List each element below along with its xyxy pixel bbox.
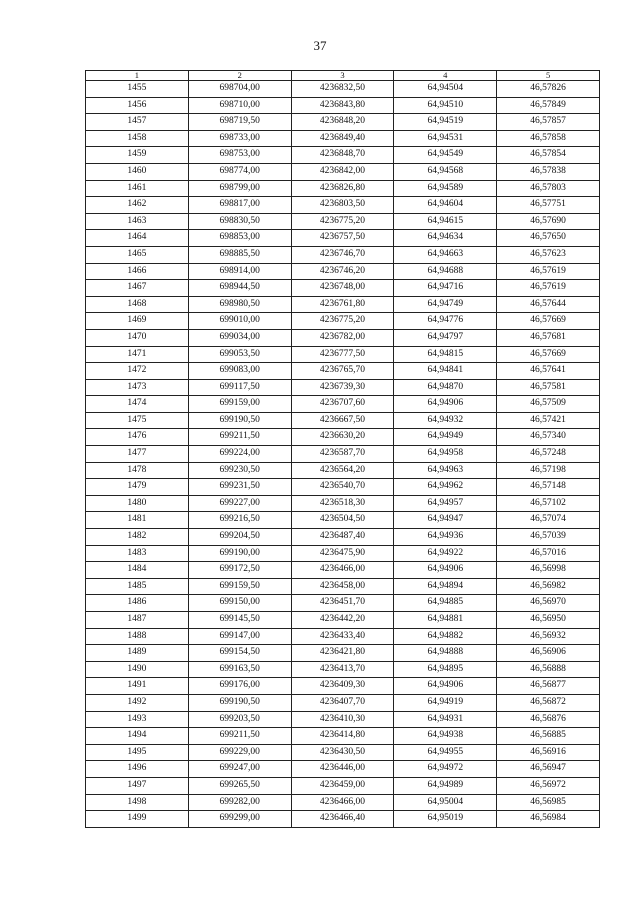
table-row bbox=[86, 595, 600, 612]
table-cell-col-5: 46,57581 bbox=[497, 379, 600, 396]
table-cell-col-5: 46,57198 bbox=[497, 462, 600, 479]
header-col-5: 5 bbox=[497, 71, 600, 81]
table-cell-col-5: 46,56916 bbox=[497, 744, 600, 761]
table-row bbox=[86, 678, 600, 695]
table-cell-col-4: 64,94776 bbox=[394, 313, 497, 330]
table-cell-col-2: 698885,50 bbox=[188, 246, 291, 263]
page-number: 37 bbox=[313, 38, 327, 53]
table-cell-col-3: 4236451,70 bbox=[291, 595, 394, 612]
table-cell-col-5: 46,56950 bbox=[497, 612, 600, 629]
table-cell-col-1: 1498 bbox=[86, 794, 189, 811]
table-cell-col-5: 46,57854 bbox=[497, 147, 600, 164]
table-cell-col-2: 698733,00 bbox=[188, 130, 291, 147]
table-cell-col-4: 64,94615 bbox=[394, 213, 497, 230]
table-row bbox=[86, 479, 600, 496]
table-cell-col-1: 1466 bbox=[86, 263, 189, 280]
table-cell-col-2: 699147,00 bbox=[188, 628, 291, 645]
table-cell-col-3: 4236458,00 bbox=[291, 578, 394, 595]
table-cell-col-1: 1463 bbox=[86, 213, 189, 230]
table-cell-col-2: 699172,50 bbox=[188, 562, 291, 579]
table-cell-col-4: 64,94531 bbox=[394, 130, 497, 147]
table-cell-col-5: 46,57641 bbox=[497, 363, 600, 380]
table-cell-col-1: 1460 bbox=[86, 163, 189, 180]
table-cell-col-3: 4236842,00 bbox=[291, 163, 394, 180]
header-col-4: 4 bbox=[394, 71, 497, 81]
table-cell-col-1: 1478 bbox=[86, 462, 189, 479]
table-cell-col-2: 698914,00 bbox=[188, 263, 291, 280]
table-row bbox=[86, 396, 600, 413]
table-cell-col-3: 4236413,70 bbox=[291, 661, 394, 678]
table-cell-col-5: 46,57857 bbox=[497, 114, 600, 131]
table-cell-col-3: 4236518,30 bbox=[291, 495, 394, 512]
table-cell-col-3: 4236421,80 bbox=[291, 645, 394, 662]
table-cell-col-3: 4236667,50 bbox=[291, 412, 394, 429]
table-cell-col-3: 4236442,20 bbox=[291, 612, 394, 629]
table-row bbox=[86, 811, 600, 828]
table-cell-col-3: 4236849,40 bbox=[291, 130, 394, 147]
table-cell-col-2: 699190,00 bbox=[188, 545, 291, 562]
table-row bbox=[86, 246, 600, 263]
table-cell-col-4: 64,95019 bbox=[394, 811, 497, 828]
table-cell-col-2: 698980,50 bbox=[188, 296, 291, 313]
table-cell-col-2: 699034,00 bbox=[188, 329, 291, 346]
table-cell-col-4: 64,94504 bbox=[394, 81, 497, 98]
table-cell-col-2: 699053,50 bbox=[188, 346, 291, 363]
table-cell-col-4: 64,94604 bbox=[394, 197, 497, 214]
table-cell-col-1: 1456 bbox=[86, 97, 189, 114]
table-cell-col-5: 46,56998 bbox=[497, 562, 600, 579]
table-cell-col-1: 1499 bbox=[86, 811, 189, 828]
table-cell-col-2: 699145,50 bbox=[188, 612, 291, 629]
table-cell-col-4: 64,94749 bbox=[394, 296, 497, 313]
table-row bbox=[86, 645, 600, 662]
table-cell-col-3: 4236761,80 bbox=[291, 296, 394, 313]
coordinates-table bbox=[85, 70, 600, 828]
table-cell-col-1: 1477 bbox=[86, 446, 189, 463]
table-cell-col-4: 64,94888 bbox=[394, 645, 497, 662]
table-cell-col-4: 64,94947 bbox=[394, 512, 497, 529]
table-cell-col-4: 64,94881 bbox=[394, 612, 497, 629]
table-cell-col-3: 4236826,80 bbox=[291, 180, 394, 197]
table-cell-col-2: 699231,50 bbox=[188, 479, 291, 496]
table-row bbox=[86, 313, 600, 330]
table-cell-col-3: 4236630,20 bbox=[291, 429, 394, 446]
table-cell-col-2: 698753,00 bbox=[188, 147, 291, 164]
table-cell-col-2: 699159,00 bbox=[188, 396, 291, 413]
table-cell-col-5: 46,57826 bbox=[497, 81, 600, 98]
table-row bbox=[86, 429, 600, 446]
table-row bbox=[86, 711, 600, 728]
table-row bbox=[86, 728, 600, 745]
table-cell-col-1: 1492 bbox=[86, 694, 189, 711]
table-cell-col-5: 46,57509 bbox=[497, 396, 600, 413]
table-cell-col-3: 4236409,30 bbox=[291, 678, 394, 695]
table-row bbox=[86, 213, 600, 230]
table-cell-col-5: 46,57690 bbox=[497, 213, 600, 230]
table-cell-col-3: 4236775,20 bbox=[291, 313, 394, 330]
table-cell-col-3: 4236540,70 bbox=[291, 479, 394, 496]
table-cell-col-5: 46,57838 bbox=[497, 163, 600, 180]
table-cell-col-4: 64,94957 bbox=[394, 495, 497, 512]
table-row bbox=[86, 130, 600, 147]
table-cell-col-3: 4236848,20 bbox=[291, 114, 394, 131]
table-row bbox=[86, 744, 600, 761]
table-cell-col-5: 46,57248 bbox=[497, 446, 600, 463]
table-cell-col-1: 1484 bbox=[86, 562, 189, 579]
table-cell-col-5: 46,57619 bbox=[497, 263, 600, 280]
table-cell-col-2: 699282,00 bbox=[188, 794, 291, 811]
table-cell-col-4: 64,94989 bbox=[394, 777, 497, 794]
table-cell-col-2: 699176,00 bbox=[188, 678, 291, 695]
table-cell-col-2: 699299,00 bbox=[188, 811, 291, 828]
table-cell-col-3: 4236848,70 bbox=[291, 147, 394, 164]
table-cell-col-4: 64,94797 bbox=[394, 329, 497, 346]
table-cell-col-2: 699159,50 bbox=[188, 578, 291, 595]
header-col-3: 3 bbox=[291, 71, 394, 81]
table-row bbox=[86, 412, 600, 429]
table-cell-col-5: 46,57039 bbox=[497, 529, 600, 546]
table-cell-col-3: 4236504,50 bbox=[291, 512, 394, 529]
table-cell-col-1: 1474 bbox=[86, 396, 189, 413]
table-cell-col-2: 699224,00 bbox=[188, 446, 291, 463]
table-row bbox=[86, 379, 600, 396]
table-cell-col-2: 698719,50 bbox=[188, 114, 291, 131]
table-cell-col-5: 46,57650 bbox=[497, 230, 600, 247]
table-cell-col-2: 699154,50 bbox=[188, 645, 291, 662]
table-cell-col-4: 64,94885 bbox=[394, 595, 497, 612]
table-cell-col-3: 4236746,20 bbox=[291, 263, 394, 280]
table-cell-col-4: 64,94519 bbox=[394, 114, 497, 131]
table-row bbox=[86, 562, 600, 579]
table-cell-col-2: 699216,50 bbox=[188, 512, 291, 529]
table-cell-col-3: 4236414,80 bbox=[291, 728, 394, 745]
table-cell-col-3: 4236746,70 bbox=[291, 246, 394, 263]
table-row bbox=[86, 180, 600, 197]
table-cell-col-3: 4236475,90 bbox=[291, 545, 394, 562]
table-cell-col-2: 699190,50 bbox=[188, 694, 291, 711]
table-cell-col-1: 1496 bbox=[86, 761, 189, 778]
table-cell-col-1: 1487 bbox=[86, 612, 189, 629]
table-cell-col-4: 64,94936 bbox=[394, 529, 497, 546]
table-cell-col-3: 4236407,70 bbox=[291, 694, 394, 711]
table-cell-col-5: 46,56932 bbox=[497, 628, 600, 645]
header-col-1: 1 bbox=[86, 71, 189, 81]
table-cell-col-1: 1464 bbox=[86, 230, 189, 247]
table-cell-col-5: 46,57619 bbox=[497, 280, 600, 297]
table-cell-col-1: 1488 bbox=[86, 628, 189, 645]
table-cell-col-3: 4236757,50 bbox=[291, 230, 394, 247]
table-cell-col-2: 699230,50 bbox=[188, 462, 291, 479]
table-cell-col-4: 64,94922 bbox=[394, 545, 497, 562]
table-row bbox=[86, 777, 600, 794]
table-cell-col-3: 4236459,00 bbox=[291, 777, 394, 794]
table-cell-col-4: 64,94882 bbox=[394, 628, 497, 645]
table-cell-col-5: 46,57102 bbox=[497, 495, 600, 512]
table-cell-col-5: 46,56985 bbox=[497, 794, 600, 811]
table-cell-col-3: 4236832,50 bbox=[291, 81, 394, 98]
table-cell-col-4: 64,94510 bbox=[394, 97, 497, 114]
table-cell-col-3: 4236487,40 bbox=[291, 529, 394, 546]
table-row bbox=[86, 363, 600, 380]
table-cell-col-4: 64,94549 bbox=[394, 147, 497, 164]
table-cell-col-1: 1490 bbox=[86, 661, 189, 678]
table-row bbox=[86, 794, 600, 811]
table-cell-col-5: 46,56970 bbox=[497, 595, 600, 612]
table-cell-col-5: 46,57751 bbox=[497, 197, 600, 214]
table-cell-col-5: 46,56906 bbox=[497, 645, 600, 662]
table-row bbox=[86, 661, 600, 678]
table-cell-col-4: 64,94919 bbox=[394, 694, 497, 711]
table-cell-col-1: 1468 bbox=[86, 296, 189, 313]
table-row bbox=[86, 578, 600, 595]
table-cell-col-1: 1472 bbox=[86, 363, 189, 380]
table-row bbox=[86, 462, 600, 479]
table-cell-col-2: 698853,00 bbox=[188, 230, 291, 247]
table-cell-col-2: 699117,50 bbox=[188, 379, 291, 396]
table-row bbox=[86, 263, 600, 280]
table-row bbox=[86, 446, 600, 463]
table-cell-col-1: 1467 bbox=[86, 280, 189, 297]
table-row bbox=[86, 346, 600, 363]
table-cell-col-1: 1475 bbox=[86, 412, 189, 429]
table-cell-col-1: 1469 bbox=[86, 313, 189, 330]
table-cell-col-4: 64,94568 bbox=[394, 163, 497, 180]
table-cell-col-5: 46,56877 bbox=[497, 678, 600, 695]
table-row bbox=[86, 694, 600, 711]
table-cell-col-5: 46,57074 bbox=[497, 512, 600, 529]
table-cell-col-3: 4236430,50 bbox=[291, 744, 394, 761]
table-row bbox=[86, 329, 600, 346]
table-cell-col-1: 1470 bbox=[86, 329, 189, 346]
table-cell-col-2: 698710,00 bbox=[188, 97, 291, 114]
table-cell-col-2: 699211,50 bbox=[188, 429, 291, 446]
table-cell-col-2: 699190,50 bbox=[188, 412, 291, 429]
table-row bbox=[86, 529, 600, 546]
table-cell-col-1: 1489 bbox=[86, 645, 189, 662]
table-cell-col-4: 64,94972 bbox=[394, 761, 497, 778]
table-cell-col-1: 1455 bbox=[86, 81, 189, 98]
table-cell-col-2: 698704,00 bbox=[188, 81, 291, 98]
table-cell-col-1: 1479 bbox=[86, 479, 189, 496]
table-cell-col-5: 46,57148 bbox=[497, 479, 600, 496]
table-cell-col-4: 64,94589 bbox=[394, 180, 497, 197]
table-cell-col-1: 1473 bbox=[86, 379, 189, 396]
table-cell-col-4: 64,94870 bbox=[394, 379, 497, 396]
table-cell-col-5: 46,57016 bbox=[497, 545, 600, 562]
table-body bbox=[86, 81, 600, 828]
table-row bbox=[86, 230, 600, 247]
table-cell-col-1: 1482 bbox=[86, 529, 189, 546]
table-cell-col-1: 1485 bbox=[86, 578, 189, 595]
table-cell-col-2: 698817,00 bbox=[188, 197, 291, 214]
table-cell-col-5: 46,57803 bbox=[497, 180, 600, 197]
table-cell-col-3: 4236446,00 bbox=[291, 761, 394, 778]
table-cell-col-1: 1483 bbox=[86, 545, 189, 562]
table-cell-col-4: 64,94906 bbox=[394, 678, 497, 695]
table-row bbox=[86, 628, 600, 645]
table-cell-col-3: 4236564,20 bbox=[291, 462, 394, 479]
table-cell-col-5: 46,56888 bbox=[497, 661, 600, 678]
table-cell-col-1: 1486 bbox=[86, 595, 189, 612]
table-cell-col-1: 1494 bbox=[86, 728, 189, 745]
table-cell-col-3: 4236843,80 bbox=[291, 97, 394, 114]
table-cell-col-1: 1491 bbox=[86, 678, 189, 695]
table-cell-col-2: 699083,00 bbox=[188, 363, 291, 380]
table-cell-col-1: 1459 bbox=[86, 147, 189, 164]
table-cell-col-5: 46,56984 bbox=[497, 811, 600, 828]
table-cell-col-4: 64,94688 bbox=[394, 263, 497, 280]
table-row bbox=[86, 114, 600, 131]
table-cell-col-1: 1497 bbox=[86, 777, 189, 794]
table-cell-col-3: 4236466,00 bbox=[291, 562, 394, 579]
table-cell-col-3: 4236707,60 bbox=[291, 396, 394, 413]
table-row bbox=[86, 197, 600, 214]
table-cell-col-3: 4236748,00 bbox=[291, 280, 394, 297]
table-cell-col-1: 1458 bbox=[86, 130, 189, 147]
table-cell-col-3: 4236739,30 bbox=[291, 379, 394, 396]
table-cell-col-5: 46,57644 bbox=[497, 296, 600, 313]
table-cell-col-5: 46,56972 bbox=[497, 777, 600, 794]
table-cell-col-2: 699010,00 bbox=[188, 313, 291, 330]
table-row bbox=[86, 81, 600, 98]
table-cell-col-2: 699227,00 bbox=[188, 495, 291, 512]
table-cell-col-3: 4236410,30 bbox=[291, 711, 394, 728]
table-cell-col-1: 1462 bbox=[86, 197, 189, 214]
table-cell-col-5: 46,57340 bbox=[497, 429, 600, 446]
table-cell-col-4: 64,94963 bbox=[394, 462, 497, 479]
table-cell-col-4: 64,95004 bbox=[394, 794, 497, 811]
table-cell-col-2: 698944,50 bbox=[188, 280, 291, 297]
table-cell-col-4: 64,94663 bbox=[394, 246, 497, 263]
table-row bbox=[86, 512, 600, 529]
table-cell-col-1: 1481 bbox=[86, 512, 189, 529]
table-row bbox=[86, 495, 600, 512]
table-cell-col-5: 46,56876 bbox=[497, 711, 600, 728]
table-cell-col-4: 64,94955 bbox=[394, 744, 497, 761]
table-cell-col-3: 4236803,50 bbox=[291, 197, 394, 214]
table-cell-col-4: 64,94815 bbox=[394, 346, 497, 363]
table-cell-col-4: 64,94895 bbox=[394, 661, 497, 678]
table-cell-col-2: 699265,50 bbox=[188, 777, 291, 794]
table-cell-col-1: 1461 bbox=[86, 180, 189, 197]
table-cell-col-2: 699163,50 bbox=[188, 661, 291, 678]
table-cell-col-5: 46,57623 bbox=[497, 246, 600, 263]
table-cell-col-4: 64,94958 bbox=[394, 446, 497, 463]
table-row bbox=[86, 97, 600, 114]
table-row bbox=[86, 761, 600, 778]
table-cell-col-3: 4236775,20 bbox=[291, 213, 394, 230]
table-row bbox=[86, 296, 600, 313]
table-cell-col-5: 46,57669 bbox=[497, 313, 600, 330]
table-cell-col-4: 64,94634 bbox=[394, 230, 497, 247]
table-cell-col-5: 46,56885 bbox=[497, 728, 600, 745]
header-col-2: 2 bbox=[188, 71, 291, 81]
header-row bbox=[86, 71, 600, 81]
table-cell-col-3: 4236587,70 bbox=[291, 446, 394, 463]
table-cell-col-2: 699229,00 bbox=[188, 744, 291, 761]
table-cell-col-4: 64,94949 bbox=[394, 429, 497, 446]
table-cell-col-2: 699203,50 bbox=[188, 711, 291, 728]
table-row bbox=[86, 163, 600, 180]
table-cell-col-3: 4236466,00 bbox=[291, 794, 394, 811]
table-cell-col-1: 1457 bbox=[86, 114, 189, 131]
table-cell-col-2: 699211,50 bbox=[188, 728, 291, 745]
table-cell-col-5: 46,57858 bbox=[497, 130, 600, 147]
table-header bbox=[86, 71, 600, 81]
table-cell-col-3: 4236433,40 bbox=[291, 628, 394, 645]
table-cell-col-4: 64,94894 bbox=[394, 578, 497, 595]
table-row bbox=[86, 147, 600, 164]
table-cell-col-2: 699150,00 bbox=[188, 595, 291, 612]
table-cell-col-5: 46,56872 bbox=[497, 694, 600, 711]
table-cell-col-5: 46,57681 bbox=[497, 329, 600, 346]
table-cell-col-4: 64,94962 bbox=[394, 479, 497, 496]
table-cell-col-1: 1480 bbox=[86, 495, 189, 512]
table-cell-col-1: 1493 bbox=[86, 711, 189, 728]
table-cell-col-1: 1495 bbox=[86, 744, 189, 761]
table-cell-col-5: 46,57421 bbox=[497, 412, 600, 429]
table-cell-col-5: 46,56947 bbox=[497, 761, 600, 778]
table-row bbox=[86, 612, 600, 629]
table-cell-col-4: 64,94716 bbox=[394, 280, 497, 297]
table-cell-col-1: 1471 bbox=[86, 346, 189, 363]
table-cell-col-3: 4236777,50 bbox=[291, 346, 394, 363]
table-cell-col-4: 64,94906 bbox=[394, 562, 497, 579]
table-cell-col-2: 699247,00 bbox=[188, 761, 291, 778]
table-cell-col-4: 64,94932 bbox=[394, 412, 497, 429]
table-cell-col-2: 698830,50 bbox=[188, 213, 291, 230]
table-cell-col-3: 4236782,00 bbox=[291, 329, 394, 346]
table-cell-col-4: 64,94931 bbox=[394, 711, 497, 728]
table-row bbox=[86, 280, 600, 297]
table-cell-col-4: 64,94841 bbox=[394, 363, 497, 380]
table-cell-col-4: 64,94906 bbox=[394, 396, 497, 413]
table-row bbox=[86, 545, 600, 562]
table-cell-col-5: 46,57669 bbox=[497, 346, 600, 363]
table-cell-col-1: 1476 bbox=[86, 429, 189, 446]
table-cell-col-2: 699204,50 bbox=[188, 529, 291, 546]
table-cell-col-2: 698774,00 bbox=[188, 163, 291, 180]
table-cell-col-5: 46,57849 bbox=[497, 97, 600, 114]
table-cell-col-3: 4236765,70 bbox=[291, 363, 394, 380]
table-cell-col-2: 698799,00 bbox=[188, 180, 291, 197]
table-cell-col-1: 1465 bbox=[86, 246, 189, 263]
table-cell-col-4: 64,94938 bbox=[394, 728, 497, 745]
table-cell-col-5: 46,56982 bbox=[497, 578, 600, 595]
table-cell-col-3: 4236466,40 bbox=[291, 811, 394, 828]
